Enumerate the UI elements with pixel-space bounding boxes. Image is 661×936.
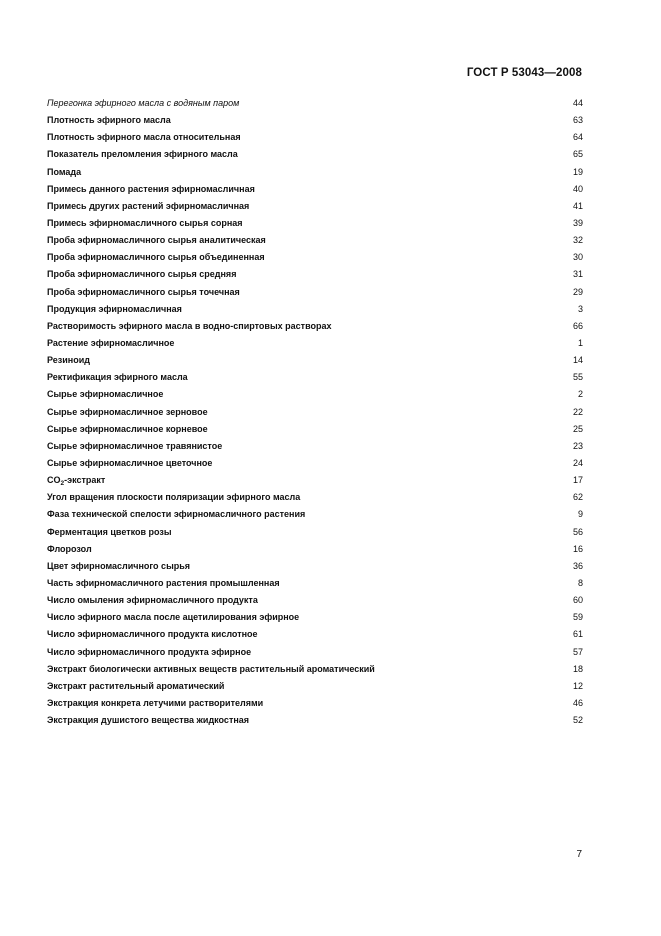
index-entry: [47, 575, 583, 592]
index-number: 3: [577, 303, 583, 314]
index-term: Проба эфирномасличного сырья объединенная: [47, 252, 265, 263]
index-term: Сырье эфирномасличное травянистое: [47, 440, 223, 451]
index-term: Экстракт растительный ароматический: [47, 680, 225, 691]
index-entry: [47, 455, 583, 472]
index-entry: [47, 524, 583, 541]
index-number: 2: [577, 389, 583, 400]
alphabetical-index: [47, 95, 583, 729]
index-entry: [47, 472, 583, 489]
index-number: 22: [572, 406, 583, 417]
index-term: Растение эфирномасличное: [47, 337, 175, 348]
index-number: 9: [577, 509, 583, 520]
index-term: Цвет эфирномасличного сырья: [47, 560, 191, 571]
index-entry: [47, 352, 583, 369]
index-entry: [47, 198, 583, 215]
page-number: 7: [576, 849, 582, 860]
index-number: 30: [572, 252, 583, 263]
index-entry: [47, 249, 583, 266]
index-term: Угол вращения плоскости поляризации эфирного масла: [47, 492, 301, 503]
index-entry: [47, 181, 583, 198]
index-number: 24: [572, 457, 583, 468]
index-term: Число эфирномасличного продукта эфирное: [47, 646, 252, 657]
index-term: Сырье эфирномасличное: [47, 389, 164, 400]
index-entry: [47, 421, 583, 438]
index-number: 31: [572, 269, 583, 280]
index-entry: [47, 506, 583, 523]
index-entry: [47, 318, 583, 335]
index-entry: [47, 541, 583, 558]
index-number: 18: [572, 663, 583, 674]
index-term: Растворимость эфирного масла в водно-спиртовых растворах: [47, 320, 332, 331]
index-number: 64: [572, 132, 583, 143]
index-entry: [47, 335, 583, 352]
index-entry: [47, 95, 583, 112]
index-number: 66: [572, 320, 583, 331]
index-term: Число омыления эфирномасличного продукта: [47, 595, 258, 606]
index-term: Проба эфирномасличного сырья точечная: [47, 286, 240, 297]
index-term: Примесь данного растения эфирномасличная: [47, 183, 255, 194]
index-number: 52: [572, 715, 583, 726]
index-entry: [47, 129, 583, 146]
index-entry: [47, 712, 583, 729]
index-number: 44: [572, 98, 583, 108]
index-number: 25: [572, 423, 583, 434]
index-number: 23: [572, 440, 583, 451]
index-number: 16: [572, 543, 583, 554]
index-number: 40: [572, 183, 583, 194]
index-term: Ферментация цветков розы: [47, 526, 172, 537]
index-entry: [47, 678, 583, 695]
index-entry: [47, 404, 583, 421]
index-entry: [47, 301, 583, 318]
index-number: 36: [572, 560, 583, 571]
index-number: 14: [572, 355, 583, 366]
index-term: Примесь других растений эфирномасличная: [47, 200, 250, 211]
index-number: 62: [572, 492, 583, 503]
index-number: 17: [572, 475, 583, 486]
index-term: Экстракция душистого вещества жидкостная: [47, 715, 250, 726]
index-entry: [47, 215, 583, 232]
index-term: Часть эфирномасличного растения промышленная: [47, 577, 280, 588]
index-entry: [47, 232, 583, 249]
index-term: Помада: [47, 166, 82, 177]
index-number: 12: [572, 680, 583, 691]
index-term: Экстракция конкрета летучими растворителями: [47, 697, 264, 708]
index-term: Плотность эфирного масла: [47, 115, 171, 126]
index-term: Плотность эфирного масла относительная: [47, 132, 241, 143]
index-entry: [47, 489, 583, 506]
index-term: Проба эфирномасличного сырья средняя: [47, 269, 237, 280]
term-suffix: -экстракт: [64, 475, 106, 486]
index-number: 61: [572, 629, 583, 640]
index-entry: [47, 146, 583, 163]
index-entry: [47, 438, 583, 455]
index-entry: [47, 626, 583, 643]
index-number: 65: [572, 149, 583, 160]
index-entry: [47, 609, 583, 626]
index-entry: [47, 592, 583, 609]
index-number: 19: [572, 166, 583, 177]
index-term: [47, 472, 105, 489]
index-number: 55: [572, 372, 583, 383]
index-entry: [47, 695, 583, 712]
index-term: Сырье эфирномасличное цветочное: [47, 457, 213, 468]
index-term: Число эфирномасличного продукта кислотное: [47, 629, 258, 640]
index-number: 56: [572, 526, 583, 537]
index-number: 57: [572, 646, 583, 657]
index-term: Резиноид: [47, 355, 90, 366]
index-entry: [47, 266, 583, 283]
index-number: 8: [577, 577, 583, 588]
index-number: 29: [572, 286, 583, 297]
index-number: 60: [572, 595, 583, 606]
index-entry: [47, 284, 583, 301]
index-entry: [47, 164, 583, 181]
index-entry: [47, 369, 583, 386]
index-term: Сырье эфирномасличное корневое: [47, 423, 208, 434]
index-term: Ректификация эфирного масла: [47, 372, 188, 383]
index-term: Фаза технической спелости эфирномасличного растения: [47, 509, 306, 520]
index-number: 63: [572, 115, 583, 126]
index-number: 39: [572, 217, 583, 228]
index-term: Примесь эфирномасличного сырья сорная: [47, 217, 243, 228]
index-number: 59: [572, 612, 583, 623]
index-term: Флорозол: [47, 543, 92, 554]
index-entry: [47, 558, 583, 575]
index-term: Показатель преломления эфирного масла: [47, 149, 238, 160]
index-term: Экстракт биологически активных веществ растительный ароматический: [47, 663, 375, 674]
term-formula: CO: [47, 475, 61, 486]
index-number: 32: [572, 235, 583, 246]
index-entry: [47, 386, 583, 403]
index-entry: [47, 661, 583, 678]
index-number: 46: [572, 697, 583, 708]
index-number: 41: [572, 200, 583, 211]
index-term: Сырье эфирномасличное зерновое: [47, 406, 208, 417]
index-term: Продукция эфирномасличная: [47, 303, 182, 314]
term-subscript: 2: [60, 480, 65, 488]
index-term: Число эфирного масла после ацетилирования эфирное: [47, 612, 300, 623]
index-number: 1: [577, 337, 583, 348]
index-term: Проба эфирномасличного сырья аналитическая: [47, 235, 266, 246]
index-entry: [47, 112, 583, 129]
document-header: ГОСТ Р 53043—2008: [466, 67, 582, 79]
index-entry: [47, 644, 583, 661]
index-term: Перегонка эфирного масла с водяным паром: [47, 98, 240, 108]
